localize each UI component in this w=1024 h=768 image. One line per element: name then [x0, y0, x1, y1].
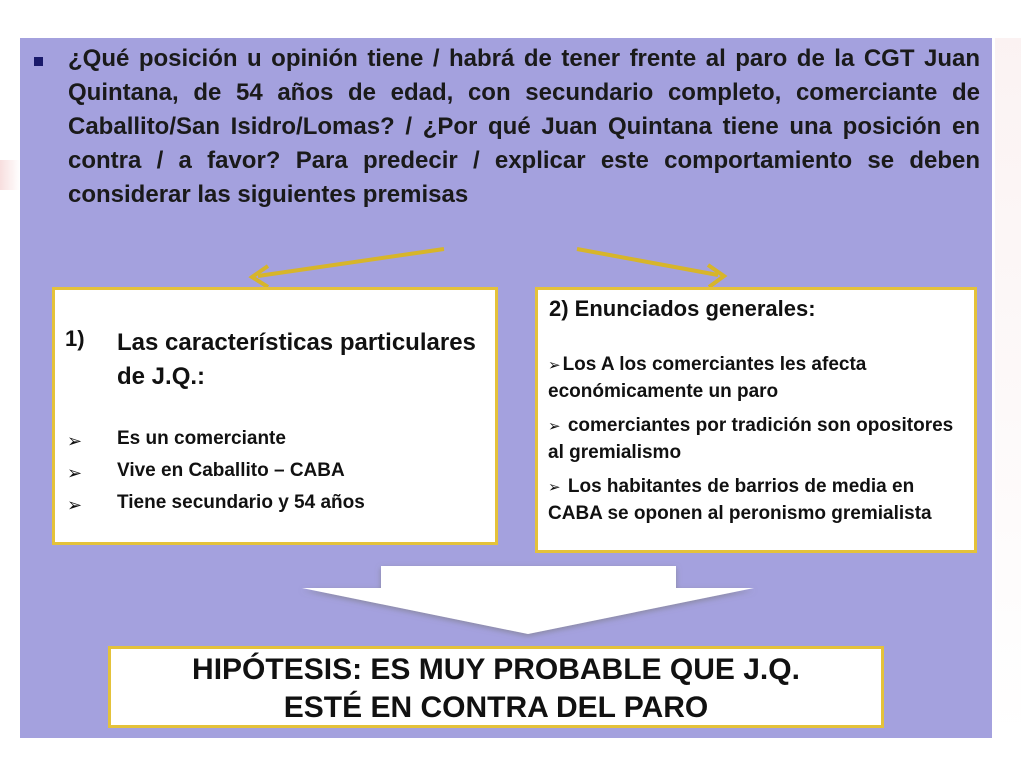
list-item: ➢ Es un comerciante	[65, 426, 365, 458]
chevron-right-icon: ➢	[67, 463, 83, 483]
list-item: ➢ Vive en Caballito – CABA	[65, 458, 365, 490]
list-number: 1)	[65, 326, 85, 351]
chevron-right-icon: ➢	[67, 495, 83, 515]
chevron-right-icon: ➢	[548, 418, 561, 435]
chevron-right-icon: ➢	[548, 479, 561, 496]
list-item: ➢ Los A los comerciantes les afecta económicamente un paro	[548, 354, 867, 402]
box2-title: 2) Enunciados generales:	[549, 296, 816, 321]
hypothesis-line-1: HIPÓTESIS: ES MUY PROBABLE QUE J.Q.	[192, 653, 800, 686]
list-item: ➢ Tiene secundario y 54 años	[65, 490, 365, 522]
list-item: ➢ Los habitantes de barrios de media en CABA se oponen al peronismo gremialista	[548, 476, 932, 524]
list-item: ➢ comerciantes por tradición son opositores al gremialismo	[548, 415, 954, 463]
hypothesis-line-2: ESTÉ EN CONTRA DEL PARO	[283, 691, 709, 724]
question-text: ¿Qué posición u opinión tiene / habrá de tener frente al paro de la CGT Juan Quintana, de 54 años de edad, con secundario completo, comerciante de Caballito/San Isidro/Lomas? / ¿Por qué Juan Quintana tiene una posición en contra / a favor? Para predecir / explicar este comportamiento se deben considerar las siguientes premisas	[68, 45, 980, 208]
hypothesis-box	[108, 646, 884, 728]
chevron-right-icon: ➢	[548, 357, 561, 374]
box1-title: Las características particulares de J.Q.:	[117, 329, 476, 390]
chevron-right-icon: ➢	[67, 431, 83, 451]
